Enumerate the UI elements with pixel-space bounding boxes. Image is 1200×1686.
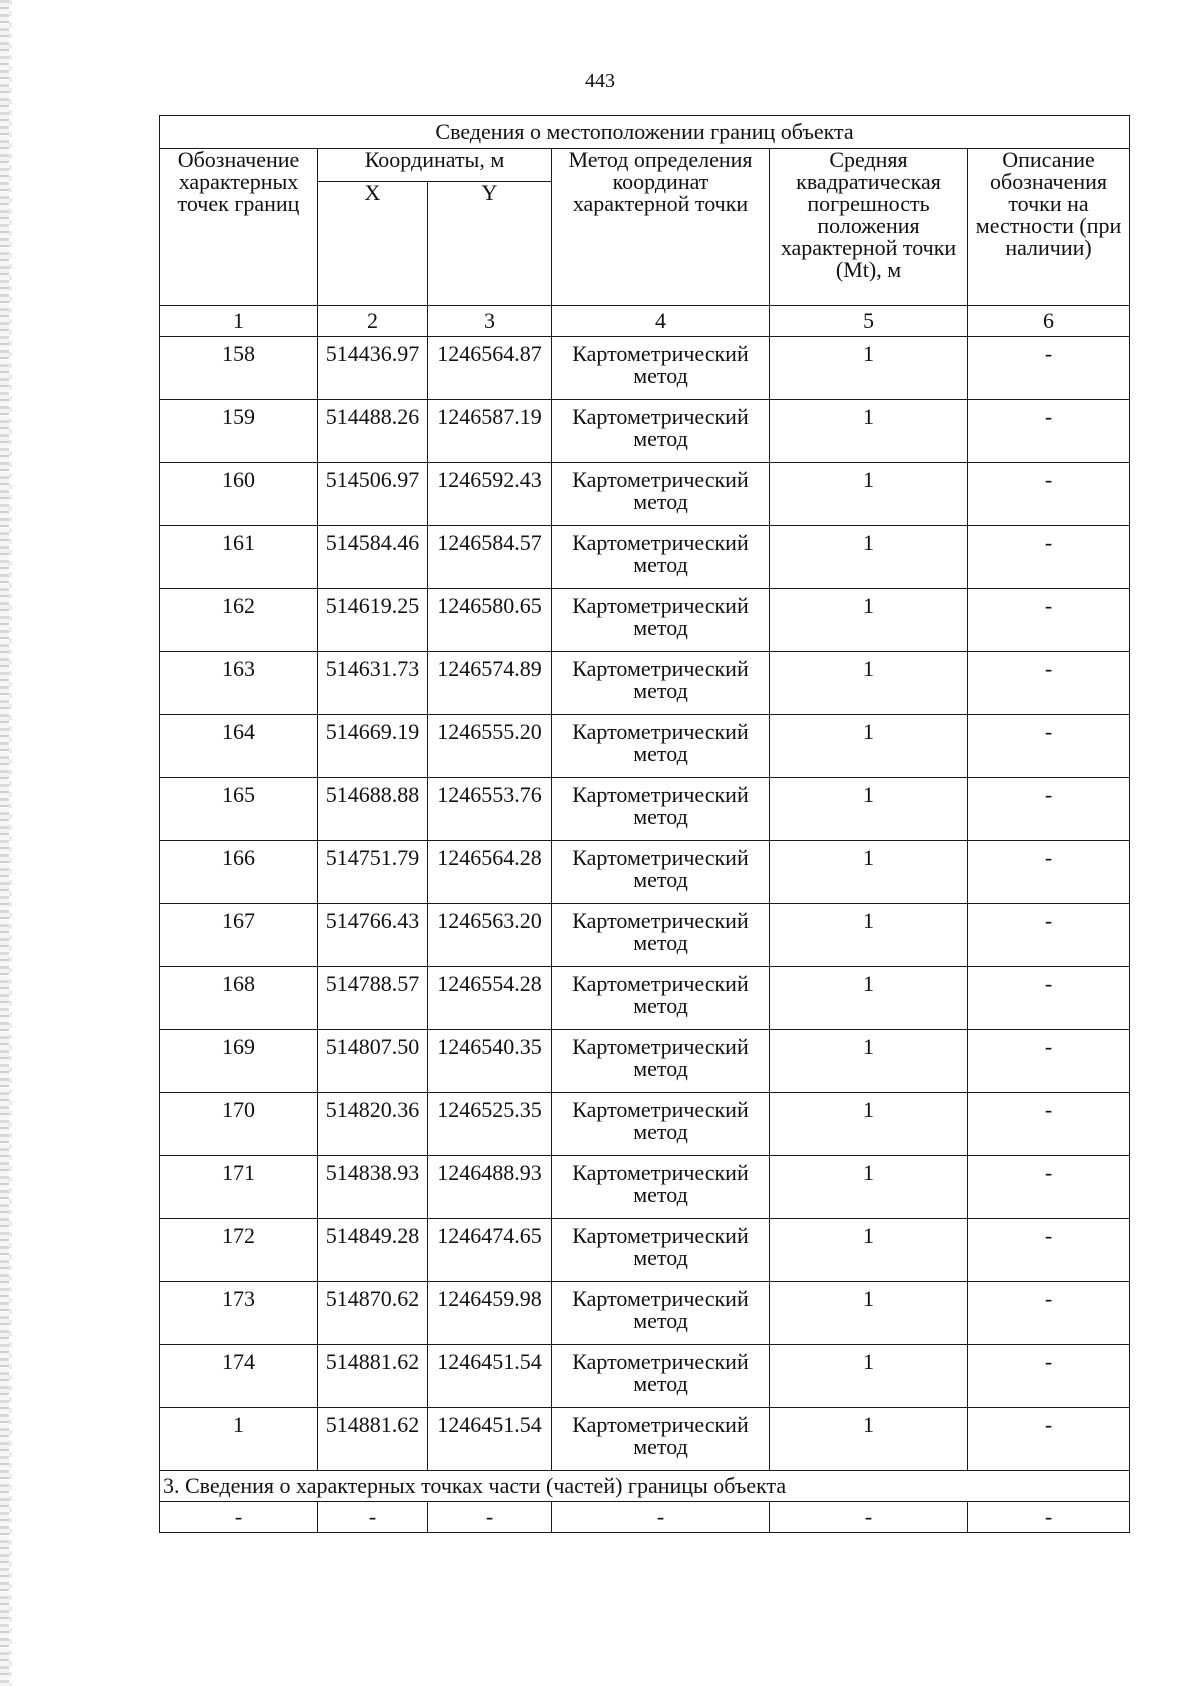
error-cell: 1 xyxy=(770,337,968,400)
table-row xyxy=(160,652,1130,715)
y-coordinate-cell: 1246563.20 xyxy=(428,904,552,967)
column-number: 2 xyxy=(318,306,428,337)
error-cell: 1 xyxy=(770,1219,968,1282)
x-coordinate-cell: 514881.62 xyxy=(318,1408,428,1471)
x-coordinate-cell: 514688.88 xyxy=(318,778,428,841)
column-numbers-row xyxy=(160,306,1130,337)
table-row xyxy=(160,1282,1130,1345)
table-row xyxy=(160,967,1130,1030)
x-coordinate-cell: 514849.28 xyxy=(318,1219,428,1282)
header-method: Метод определения координат характерной точки xyxy=(552,149,770,306)
y-coordinate-cell: 1246584.57 xyxy=(428,526,552,589)
error-cell: 1 xyxy=(770,1345,968,1408)
method-cell: Картометрический метод xyxy=(552,778,770,841)
x-coordinate-cell: 514838.93 xyxy=(318,1156,428,1219)
table-row xyxy=(160,1345,1130,1408)
x-coordinate-cell: 514619.25 xyxy=(318,589,428,652)
x-coordinate-cell: 514488.26 xyxy=(318,400,428,463)
method-cell: Картометрический метод xyxy=(552,400,770,463)
empty-cell: - xyxy=(552,1502,770,1533)
point-cell: 160 xyxy=(160,463,318,526)
method-cell: Картометрический метод xyxy=(552,463,770,526)
y-coordinate-cell: 1246564.28 xyxy=(428,841,552,904)
header-y: Y xyxy=(428,182,552,306)
method-cell: Картометрический метод xyxy=(552,841,770,904)
x-coordinate-cell: 514807.50 xyxy=(318,1030,428,1093)
method-cell: Картометрический метод xyxy=(552,337,770,400)
column-number: 3 xyxy=(428,306,552,337)
scan-edge-artifact-inner xyxy=(9,0,12,1686)
error-cell: 1 xyxy=(770,1156,968,1219)
x-coordinate-cell: 514820.36 xyxy=(318,1093,428,1156)
column-number: 5 xyxy=(770,306,968,337)
method-cell: Картометрический метод xyxy=(552,904,770,967)
table-row xyxy=(160,1030,1130,1093)
header-point-designation: Обозначение характерных точек границ xyxy=(160,149,318,306)
error-cell: 1 xyxy=(770,400,968,463)
x-coordinate-cell: 514631.73 xyxy=(318,652,428,715)
table-row xyxy=(160,1093,1130,1156)
x-coordinate-cell: 514669.19 xyxy=(318,715,428,778)
description-cell: - xyxy=(968,526,1130,589)
empty-cell: - xyxy=(160,1502,318,1533)
description-cell: - xyxy=(968,715,1130,778)
description-cell: - xyxy=(968,1156,1130,1219)
description-cell: - xyxy=(968,1093,1130,1156)
empty-cell: - xyxy=(770,1502,968,1533)
y-coordinate-cell: 1246580.65 xyxy=(428,589,552,652)
description-cell: - xyxy=(968,967,1130,1030)
y-coordinate-cell: 1246451.54 xyxy=(428,1408,552,1471)
method-cell: Картометрический метод xyxy=(552,1345,770,1408)
x-coordinate-cell: 514436.97 xyxy=(318,337,428,400)
error-cell: 1 xyxy=(770,652,968,715)
empty-cell: - xyxy=(318,1502,428,1533)
description-cell: - xyxy=(968,1408,1130,1471)
method-cell: Картометрический метод xyxy=(552,1030,770,1093)
point-cell: 162 xyxy=(160,589,318,652)
y-coordinate-cell: 1246451.54 xyxy=(428,1345,552,1408)
point-cell: 171 xyxy=(160,1156,318,1219)
point-cell: 172 xyxy=(160,1219,318,1282)
y-coordinate-cell: 1246553.76 xyxy=(428,778,552,841)
method-cell: Картометрический метод xyxy=(552,526,770,589)
section-3-title: 3. Сведения о характерных точках части (частей) границы объекта xyxy=(160,1471,1130,1502)
table-row xyxy=(160,1156,1130,1219)
method-cell: Картометрический метод xyxy=(552,1282,770,1345)
table-row xyxy=(160,337,1130,400)
description-cell: - xyxy=(968,400,1130,463)
point-cell: 173 xyxy=(160,1282,318,1345)
error-cell: 1 xyxy=(770,589,968,652)
table-row xyxy=(160,400,1130,463)
point-cell: 165 xyxy=(160,778,318,841)
table-row xyxy=(160,715,1130,778)
error-cell: 1 xyxy=(770,1030,968,1093)
x-coordinate-cell: 514584.46 xyxy=(318,526,428,589)
empty-cell: - xyxy=(428,1502,552,1533)
y-coordinate-cell: 1246459.98 xyxy=(428,1282,552,1345)
point-cell: 1 xyxy=(160,1408,318,1471)
y-coordinate-cell: 1246474.65 xyxy=(428,1219,552,1282)
header-description: Описание обозначения точки на местности (при наличии) xyxy=(968,149,1130,306)
method-cell: Картометрический метод xyxy=(552,589,770,652)
description-cell: - xyxy=(968,463,1130,526)
point-cell: 163 xyxy=(160,652,318,715)
description-cell: - xyxy=(968,1219,1130,1282)
y-coordinate-cell: 1246592.43 xyxy=(428,463,552,526)
y-coordinate-cell: 1246587.19 xyxy=(428,400,552,463)
description-cell: - xyxy=(968,337,1130,400)
point-cell: 168 xyxy=(160,967,318,1030)
x-coordinate-cell: 514788.57 xyxy=(318,967,428,1030)
description-cell: - xyxy=(968,841,1130,904)
table-row xyxy=(160,841,1130,904)
y-coordinate-cell: 1246488.93 xyxy=(428,1156,552,1219)
method-cell: Картометрический метод xyxy=(552,1093,770,1156)
header-x: X xyxy=(318,182,428,306)
error-cell: 1 xyxy=(770,1408,968,1471)
table-title: Сведения о местоположении границ объекта xyxy=(160,116,1130,149)
x-coordinate-cell: 514881.62 xyxy=(318,1345,428,1408)
table-row xyxy=(160,526,1130,589)
error-cell: 1 xyxy=(770,526,968,589)
table-row xyxy=(160,589,1130,652)
error-cell: 1 xyxy=(770,841,968,904)
y-coordinate-cell: 1246555.20 xyxy=(428,715,552,778)
point-cell: 166 xyxy=(160,841,318,904)
table-row xyxy=(160,904,1130,967)
error-cell: 1 xyxy=(770,715,968,778)
point-cell: 174 xyxy=(160,1345,318,1408)
point-cell: 169 xyxy=(160,1030,318,1093)
x-coordinate-cell: 514751.79 xyxy=(318,841,428,904)
method-cell: Картометрический метод xyxy=(552,1219,770,1282)
column-number: 1 xyxy=(160,306,318,337)
description-cell: - xyxy=(968,1345,1130,1408)
error-cell: 1 xyxy=(770,967,968,1030)
y-coordinate-cell: 1246554.28 xyxy=(428,967,552,1030)
method-cell: Картометрический метод xyxy=(552,967,770,1030)
y-coordinate-cell: 1246540.35 xyxy=(428,1030,552,1093)
column-number: 6 xyxy=(968,306,1130,337)
error-cell: 1 xyxy=(770,1282,968,1345)
table-row xyxy=(160,778,1130,841)
scan-edge-artifact xyxy=(0,0,9,1686)
point-cell: 159 xyxy=(160,400,318,463)
header-error: Средняя квадратическая погрешность положения характерной точки (Mt), м xyxy=(770,149,968,306)
error-cell: 1 xyxy=(770,1093,968,1156)
section-3-row xyxy=(160,1502,1130,1533)
y-coordinate-cell: 1246564.87 xyxy=(428,337,552,400)
description-cell: - xyxy=(968,1030,1130,1093)
point-cell: 167 xyxy=(160,904,318,967)
description-cell: - xyxy=(968,778,1130,841)
point-cell: 164 xyxy=(160,715,318,778)
point-cell: 161 xyxy=(160,526,318,589)
description-cell: - xyxy=(968,652,1130,715)
y-coordinate-cell: 1246574.89 xyxy=(428,652,552,715)
header-coordinates: Координаты, м xyxy=(318,149,552,182)
table-row xyxy=(160,1408,1130,1471)
y-coordinate-cell: 1246525.35 xyxy=(428,1093,552,1156)
table-row xyxy=(160,1219,1130,1282)
point-cell: 170 xyxy=(160,1093,318,1156)
error-cell: 1 xyxy=(770,463,968,526)
method-cell: Картометрический метод xyxy=(552,652,770,715)
error-cell: 1 xyxy=(770,778,968,841)
description-cell: - xyxy=(968,589,1130,652)
table-row xyxy=(160,463,1130,526)
method-cell: Картометрический метод xyxy=(552,1156,770,1219)
x-coordinate-cell: 514506.97 xyxy=(318,463,428,526)
x-coordinate-cell: 514870.62 xyxy=(318,1282,428,1345)
x-coordinate-cell: 514766.43 xyxy=(318,904,428,967)
description-cell: - xyxy=(968,1282,1130,1345)
method-cell: Картометрический метод xyxy=(552,715,770,778)
point-cell: 158 xyxy=(160,337,318,400)
description-cell: - xyxy=(968,904,1130,967)
boundary-table xyxy=(159,115,1130,1533)
column-number: 4 xyxy=(552,306,770,337)
method-cell: Картометрический метод xyxy=(552,1408,770,1471)
error-cell: 1 xyxy=(770,904,968,967)
empty-cell: - xyxy=(968,1502,1130,1533)
page-number: 443 xyxy=(585,70,615,92)
